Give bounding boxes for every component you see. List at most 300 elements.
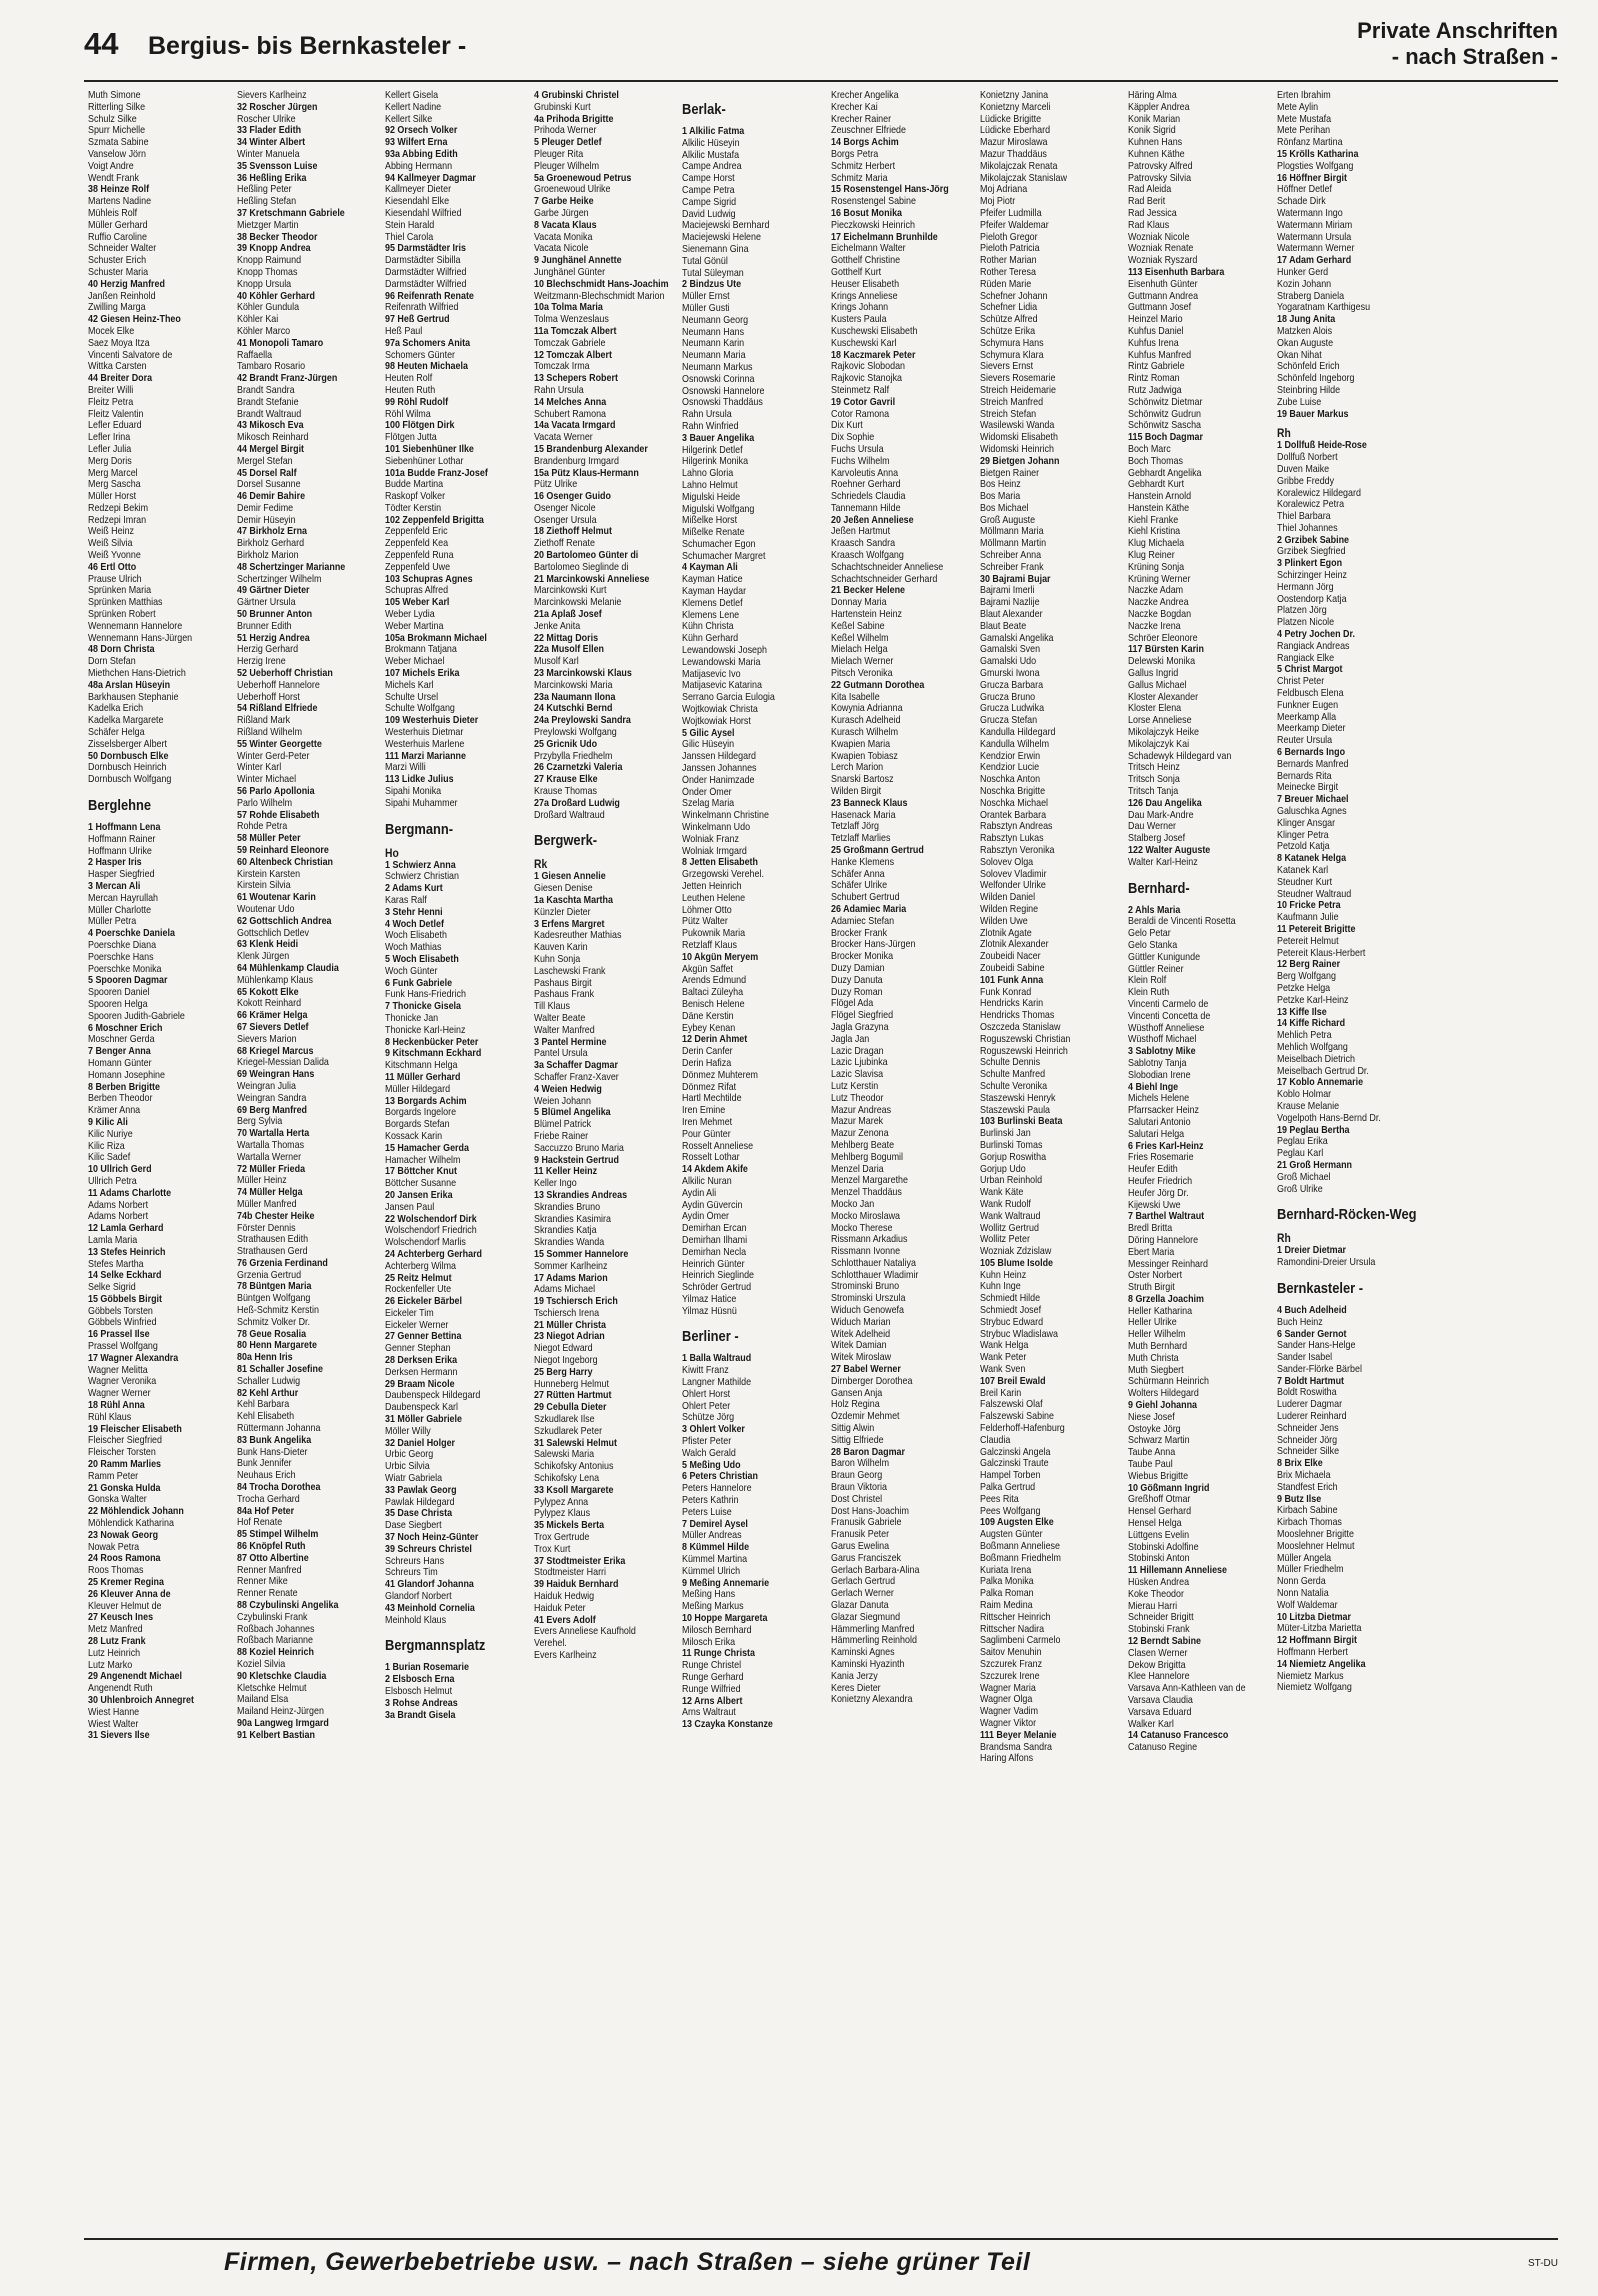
directory-entry: Tödter Kerstin [385, 502, 442, 514]
directory-entry-house-number: 19 Fleischer Elisabeth [88, 1423, 182, 1435]
directory-entry: Muth Bernhard [1128, 1341, 1188, 1353]
directory-entry: Gallus Michael [1128, 679, 1187, 691]
directory-entry-house-number: 7 Boldt Hartmut [1276, 1375, 1344, 1387]
directory-entry: Kusters Paula [831, 314, 887, 326]
directory-entry-house-number: 16 Höffner Birgit [1276, 172, 1347, 184]
directory-entry: Önder Hanimzade [682, 774, 755, 786]
directory-entry: Noschka Michael [979, 797, 1048, 809]
directory-entry: Rönfanz Martina [1276, 137, 1343, 149]
directory-entry: Patrovsky Silvia [1128, 172, 1192, 184]
directory-entry: Abbing Hermann [385, 160, 453, 172]
directory-entry: Heinzel Mario [1128, 314, 1183, 326]
directory-entry: Erten Ibrahim [1276, 90, 1331, 101]
directory-entry: Skrandies Wanda [533, 1237, 605, 1249]
directory-entry: Wüsthoff Michael [1128, 1034, 1197, 1046]
directory-entry: Pylypez Klaus [533, 1508, 590, 1520]
directory-entry: Holz Regina [831, 1399, 880, 1411]
directory-entry: Winter Michael [236, 774, 296, 786]
directory-entry: Darmstädter Wilfried [385, 266, 467, 278]
directory-entry: Pantel Ursula [533, 1048, 588, 1060]
directory-entry: Schadewyk Hildegard van [1128, 750, 1232, 762]
directory-entry: Wollitz Peter [979, 1234, 1030, 1246]
directory-entry: Meiselbach Dietrich [1276, 1053, 1355, 1065]
directory-entry: Kuschewski Karl [831, 337, 897, 349]
directory-entry: Dorn Stefan [88, 656, 136, 668]
directory-entry: Zlotnik Agate [979, 927, 1032, 939]
directory-entry: Catanuso Regine [1128, 1742, 1198, 1754]
directory-entry: Bajrami Nazlije [979, 597, 1040, 609]
directory-entry-house-number: 33 Ksoll Margarete [533, 1484, 614, 1496]
directory-entry: Wiest Hanne [88, 1706, 140, 1718]
directory-entry-house-number: 17 Wagner Alexandra [88, 1352, 179, 1364]
directory-entry: Grzibek Siegfried [1276, 546, 1346, 558]
directory-entry-house-number: 1 Balla Waltraud [682, 1353, 752, 1365]
directory-entry-house-number: 2 Adams Kurt [385, 883, 443, 895]
directory-entry-house-number: 91 Kelbert Bastian [236, 1729, 315, 1741]
directory-entry: Hendricks Karin [979, 998, 1043, 1010]
directory-entry: Dase Siegbert [385, 1520, 442, 1532]
directory-entry-house-number: 54 Rißland Elfriede [236, 703, 318, 715]
district-code: Rh [1276, 1231, 1291, 1246]
directory-entry: Bietgen Rainer [979, 467, 1039, 479]
directory-entry: Tolma Wenzeslaus [533, 314, 609, 326]
directory-entry-house-number: 11 Müller Gerhard [385, 1071, 461, 1083]
directory-entry-house-number: 35 Dase Christa [385, 1508, 453, 1520]
street-heading: Berglehne [88, 797, 152, 815]
directory-entry: Dönmez Muhterem [682, 1069, 759, 1081]
directory-entry: Lazic Slavisa [831, 1069, 884, 1081]
directory-entry: Campe Petra [682, 184, 736, 196]
directory-entry: Gebhardt Angelika [1128, 467, 1202, 479]
directory-entry: Kitschmann Helga [385, 1060, 458, 1072]
directory-entry: Stobinski Adolfine [1128, 1541, 1199, 1553]
directory-entry: Benisch Helene [682, 998, 745, 1010]
directory-entry: Wolf Waldemar [1276, 1599, 1338, 1611]
directory-entry: Wagner Olga [979, 1694, 1032, 1706]
directory-entry: Darmstädter Sibilla [385, 255, 461, 267]
directory-entry-house-number: 27a Droßard Ludwig [533, 797, 620, 809]
directory-entry: Demir Fedime [236, 502, 293, 514]
directory-entry: Palka Gertrud [979, 1482, 1035, 1494]
directory-entry: Urbic Silvia [385, 1461, 430, 1473]
directory-entry-house-number: 111 Marzi Marianne [385, 750, 467, 762]
directory-entry: Mierau Harri [1128, 1600, 1178, 1612]
directory-entry: Schirzinger Heinz [1276, 570, 1347, 582]
directory-entry: Rahn Ursula [533, 384, 584, 396]
directory-entry: Schreiber Anna [979, 550, 1041, 562]
directory-entry: Rad Klaus [1128, 219, 1170, 231]
directory-entry: Petzke Karl-Heinz [1276, 994, 1349, 1006]
directory-entry-house-number: 44 Breiter Dora [88, 373, 153, 385]
directory-entry: Renner Renate [236, 1588, 298, 1600]
directory-entry: Koralewicz Petra [1276, 499, 1344, 511]
directory-entry: Matzken Alois [1276, 325, 1332, 337]
directory-entry: Kiesendahl Elke [385, 196, 450, 208]
directory-entry: Müller Heinz [236, 1175, 287, 1187]
directory-entry: Sittig Elfriede [831, 1434, 884, 1446]
directory-entry: Nonn Natalia [1276, 1588, 1329, 1600]
directory-entry: Clasen Werner [1128, 1647, 1188, 1659]
directory-entry: Glandorf Norbert [385, 1591, 452, 1603]
directory-entry-house-number: 4 Biehl Inge [1128, 1081, 1179, 1093]
directory-entry-house-number: 37 Stodtmeister Erika [533, 1555, 626, 1567]
directory-entry: Schlotthauer Wladimir [831, 1269, 919, 1281]
directory-entry: Birkholz Gerhard [236, 538, 304, 550]
directory-entry: David Ludwig [682, 208, 737, 220]
directory-entry-house-number: 1a Kaschta Martha [533, 895, 613, 906]
directory-entry-house-number: 117 Bürsten Karin [1128, 644, 1205, 656]
directory-entry: Mocko Jan [831, 1198, 875, 1210]
directory-entry: Pfarrsacker Heinz [1128, 1105, 1200, 1117]
directory-entry: Palka Monika [979, 1576, 1034, 1588]
directory-entry: Schneider Brigitt [1128, 1612, 1194, 1624]
directory-entry: Kaminski Agnes [831, 1647, 895, 1659]
directory-entry: Duzy Damian [831, 962, 885, 974]
directory-entry-house-number: 41 Glandorf Johanna [385, 1579, 475, 1591]
directory-entry: Walter Karl-Heinz [1128, 856, 1198, 868]
directory-entry: Haiduk Hedwig [533, 1591, 594, 1603]
directory-entry-house-number: 99 Röhl Rudolf [385, 396, 449, 408]
directory-entry: Gamalski Udo [979, 656, 1036, 668]
directory-entry: Hämmerling Reinhold [831, 1635, 917, 1647]
directory-entry: Mühleis Rolf [88, 207, 138, 219]
directory-entry: Hartl Mechtilde [682, 1093, 742, 1105]
directory-entry: Bartolomeo Sieglinde di [533, 561, 629, 573]
directory-entry: Klug Reiner [1128, 550, 1175, 562]
directory-entry: Franusik Peter [831, 1529, 890, 1541]
directory-entry: Wendt Frank [88, 172, 139, 184]
directory-entry: Voigt Andre [88, 160, 134, 172]
directory-entry-house-number: 5 Woch Elisabeth [385, 953, 460, 965]
directory-entry: Pleuger Wilhelm [533, 160, 599, 172]
directory-entry: Kiwitt Franz [682, 1365, 730, 1377]
directory-entry-house-number: 19 Peglau Bertha [1276, 1124, 1350, 1136]
directory-entry: Büntgen Wolfgang [236, 1293, 310, 1305]
directory-entry: Adams Norbert [88, 1211, 149, 1223]
directory-entry-house-number: 39 Schreurs Christel [385, 1543, 473, 1555]
directory-entry-house-number: 37 Kretschmann Gabriele [236, 207, 345, 219]
directory-entry: Sander Hans-Helge [1276, 1340, 1356, 1352]
directory-entry: Wagner Maria [979, 1682, 1036, 1694]
directory-entry: Kuschewski Elisabeth [831, 325, 918, 337]
directory-entry: Stodtmeister Harri [533, 1567, 606, 1579]
directory-entry: Fleitz Valentin [88, 408, 144, 420]
directory-entry: Zwilling Marga [88, 302, 146, 314]
directory-entry-house-number: 80a Henn Iris [236, 1352, 293, 1364]
directory-entry: Önder Ömer [682, 786, 733, 798]
directory-entry-house-number: 24 Kutschki Bernd [533, 703, 613, 715]
directory-entry-house-number: 113 Eisenhuth Barbara [1128, 266, 1225, 278]
directory-entry-house-number: 9 Kitschmann Eckhard [385, 1048, 482, 1060]
directory-entry: Pleuger Rita [533, 148, 583, 160]
directory-entry: Falszewski Sabine [979, 1411, 1054, 1423]
directory-entry-house-number: 102 Zeppenfeld Brigitta [385, 514, 485, 526]
directory-entry: Dost Christel [831, 1493, 883, 1505]
directory-entry: Muth Christa [1128, 1352, 1179, 1364]
directory-entry: Schäfer Anna [831, 868, 885, 880]
directory-entry: Kuhfus Manfred [1128, 349, 1192, 361]
directory-entry: Mazur Andreas [831, 1104, 892, 1116]
directory-entry: Heuten Ruth [385, 384, 436, 396]
directory-entry: Woch Günter [385, 965, 438, 977]
directory-entry: Watermann Ursula [1276, 231, 1351, 243]
directory-entry: Prassel Wolfgang [88, 1341, 158, 1353]
directory-entry: Rüden Marie [979, 278, 1031, 290]
directory-entry: Wilden Uwe [979, 915, 1028, 927]
directory-entry: Kleuver Helmut de [88, 1600, 162, 1612]
directory-entry: Rühl Klaus [88, 1411, 132, 1423]
directory-entry: Renner Manfred [236, 1564, 302, 1576]
directory-entry-house-number: 98 Heuten Michaela [385, 361, 469, 373]
directory-entry: Szczurek Franz [979, 1658, 1042, 1670]
directory-entry-house-number: 25 Reitz Helmut [385, 1272, 452, 1284]
directory-entry-house-number: 21a Aplaß Josef [533, 609, 602, 621]
district-code: Ho [385, 845, 399, 860]
directory-entry: Fleischer Torsten [88, 1447, 156, 1459]
street-heading: Berliner - [682, 1328, 740, 1346]
directory-entry-house-number: 11 Adams Charlotte [88, 1187, 172, 1199]
directory-entry-house-number: 46 Demir Bahire [236, 491, 305, 503]
directory-entry: Krause Thomas [533, 786, 597, 798]
directory-entry-house-number: 27 Genner Bettina [385, 1331, 462, 1343]
directory-entry: Walter Manfred [533, 1024, 595, 1036]
directory-entry: Marcinkowski Maria [533, 679, 613, 691]
directory-entry: Sprünken Robert [88, 609, 156, 621]
directory-entry-house-number: 14 Kiffe Richard [1276, 1018, 1345, 1030]
directory-entry: Gelo Petar [1128, 928, 1171, 940]
directory-entry: Kilic Riza [88, 1140, 125, 1152]
directory-entry: Ziethoff Renate [533, 538, 595, 550]
directory-entry: Adams Norbert [88, 1199, 149, 1211]
directory-entry: Iren Mehmet [682, 1116, 733, 1128]
directory-entry: Schriedels Claudia [831, 491, 906, 503]
directory-entry-house-number: 27 Rütten Hartmut [533, 1390, 612, 1402]
directory-entry: Kijewski Uwe [1128, 1199, 1181, 1211]
directory-entry: Schubert Ramona [533, 408, 606, 420]
directory-entry: Schmiedt Hilde [979, 1293, 1040, 1305]
directory-entry-house-number: 33 Pawlak Georg [385, 1484, 457, 1496]
directory-entry: Taube Paul [1128, 1459, 1173, 1471]
directory-entry: Strominski Urszula [831, 1293, 906, 1305]
directory-entry-house-number: 5 Pleuger Detlef [533, 137, 602, 149]
directory-entry-house-number: 1 Schwierz Anna [385, 859, 456, 871]
directory-entry: Garus Franciszek [831, 1552, 902, 1564]
directory-entry: Augsten Günter [979, 1529, 1043, 1541]
directory-entry: Weber Michael [385, 656, 445, 668]
directory-entry-house-number: 25 Kremer Regina [88, 1577, 165, 1589]
directory-entry-house-number: 28 Derksen Erika [385, 1355, 458, 1367]
directory-entry: Rutz Jadwiga [1128, 384, 1182, 396]
directory-entry: Tschiersch Irena [533, 1307, 599, 1319]
directory-entry: Mikolajczak Renata [979, 160, 1058, 172]
directory-entry: Neuhaus Erich [236, 1470, 296, 1482]
directory-entry: Alkilic Nuran [682, 1175, 733, 1187]
directory-entry: Schulz Silke [88, 113, 137, 125]
directory-entry: Kuhnen Hans [1128, 137, 1183, 149]
directory-entry-house-number: 50 Dornbusch Elke [88, 750, 169, 762]
directory-entry: Pieczkowski Heinrich [831, 219, 915, 231]
directory-entry: Pieloth Patricia [979, 243, 1040, 255]
directory-entry: Lorse Anneliese [1128, 715, 1192, 727]
directory-entry-house-number: 6 Moschner Erich [88, 1022, 163, 1034]
directory-entry-house-number: 18 Jung Anita [1276, 314, 1336, 326]
directory-entry: Naczke Andrea [1128, 597, 1189, 609]
directory-entry: Meiselbach Gertrud Dr. [1276, 1065, 1369, 1077]
directory-entry: Rittscher Nadira [979, 1623, 1044, 1635]
directory-entry: Weiß Silvia [88, 538, 133, 550]
directory-entry-house-number: 78 Geue Rosalia [236, 1328, 306, 1340]
directory-entry: Boch Thomas [1128, 455, 1184, 467]
directory-entry: Roehner Gerhard [831, 479, 901, 491]
directory-entry: Solovev Olga [979, 856, 1033, 868]
directory-entry: Wagner Werner [88, 1388, 151, 1400]
directory-entry: Koke Theodor [1128, 1588, 1185, 1600]
directory-entry: Tritsch Sonja [1128, 774, 1181, 786]
directory-entry: Zeppenfeld Kea [385, 538, 449, 550]
directory-entry-house-number: 58 Müller Peter [236, 833, 301, 845]
directory-entry: Palka Roman [979, 1588, 1034, 1600]
directory-entry: Steinmetz Ralf [831, 384, 890, 396]
directory-entry: Slobodian Irene [1128, 1069, 1191, 1081]
directory-entry: Merg Sascha [88, 479, 141, 491]
directory-entry: Wolters Hildegard [1128, 1388, 1200, 1400]
directory-entry-house-number: 43 Mikosch Eva [236, 420, 304, 432]
directory-entry: Pashaus Frank [533, 989, 594, 1001]
directory-entry: Steudner Kurt [1276, 876, 1332, 888]
directory-entry-house-number: 9 Hackstein Gertrud [533, 1154, 619, 1166]
directory-entry-house-number: 12 Tomczak Albert [533, 349, 612, 361]
directory-entry-house-number: 48 Dorn Christa [88, 644, 155, 656]
directory-entry: Campe Horst [682, 173, 736, 185]
directory-entry: Droßard Waltraud [533, 809, 605, 821]
directory-entry: Klein Rolf [1128, 975, 1167, 987]
directory-entry: Roßbach Marianne [236, 1635, 313, 1647]
directory-entry-house-number: 39 Knopp Andrea [236, 243, 311, 255]
directory-entry-house-number: 48 Schertzinger Marianne [236, 561, 345, 573]
directory-entry-house-number: 11 Keller Heinz [533, 1166, 597, 1178]
directory-entry: Franusik Gabriele [831, 1517, 902, 1529]
directory-entry: Sievers Karlheinz [236, 90, 307, 101]
directory-entry: Sievers Marion [236, 1033, 297, 1045]
directory-entry: Heß Paul [385, 325, 423, 337]
directory-entry: Okan Auguste [1276, 337, 1333, 349]
directory-entry-house-number: 15 Göbbels Birgit [88, 1293, 162, 1305]
directory-entry: Eichelmann Walter [831, 243, 906, 255]
directory-entry: Redzepi Bekim [88, 502, 149, 514]
directory-entry: Neumann Maria [682, 350, 746, 362]
directory-entry-house-number: 11 Hillemann Anneliese [1128, 1565, 1228, 1577]
directory-entry-house-number: 8 Berben Brigitte [88, 1081, 160, 1093]
directory-entry: Arns Waltraut [682, 1707, 737, 1719]
directory-entry: Homann Günter [88, 1057, 152, 1069]
directory-entry: Lutz Theodor [831, 1092, 884, 1104]
directory-entry-house-number: 34 Winter Albert [236, 137, 305, 149]
directory-entry: Klee Hannelore [1128, 1671, 1190, 1683]
directory-entry: Schneider Jens [1276, 1422, 1339, 1434]
directory-entry-house-number: 5 Christ Margot [1276, 664, 1343, 676]
directory-entry: Wilden Daniel [979, 892, 1035, 904]
directory-entry: Kita Isabelle [831, 691, 880, 703]
directory-entry-house-number: 14a Vacata Irmgard [533, 420, 616, 432]
directory-entry-house-number: 47 Birkholz Erna [236, 526, 307, 538]
directory-entry: Kaufmann Julie [1276, 912, 1339, 924]
directory-entry: Groß Michael [1276, 1171, 1331, 1183]
directory-entry: Menzel Daria [831, 1163, 884, 1175]
directory-entry: Blaut Beate [979, 620, 1026, 632]
directory-entry: Borgards Stefan [385, 1119, 450, 1131]
directory-entry: Dost Hans-Joachim [831, 1505, 909, 1517]
directory-entry: Naczke Irena [1128, 620, 1181, 632]
directory-entry-house-number: 43 Meinhold Cornelia [385, 1602, 476, 1614]
directory-entry: Brandt Stefanie [236, 396, 299, 408]
directory-column [88, 90, 229, 2230]
directory-entry-house-number: 85 Stimpel Wilhelm [236, 1529, 318, 1541]
directory-entry-house-number: 29 Braam Nicole [385, 1378, 455, 1390]
directory-entry: Lefler Julia [88, 443, 132, 455]
directory-entry: Demirhan Ilhami [682, 1234, 748, 1246]
directory-entry: Watermann Ingo [1276, 207, 1343, 219]
directory-entry-house-number: 61 Woutenar Karin [236, 892, 316, 904]
directory-entry-house-number: 33 Flader Edith [236, 125, 301, 137]
directory-entry: Snarski Bartosz [831, 774, 894, 786]
directory-entry: Schuster Maria [88, 266, 149, 278]
directory-entry: Schulte Veronika [979, 1080, 1047, 1092]
directory-entry: Bredl Britta [1128, 1223, 1173, 1235]
directory-entry: Retzlaff Klaus [682, 939, 738, 951]
directory-entry: Varsava Ann-Kathleen van de [1128, 1683, 1246, 1695]
directory-entry: Meinecke Birgit [1276, 782, 1338, 794]
directory-entry-house-number: 65 Kokott Elke [236, 986, 299, 998]
directory-entry: Meerkamp Alla [1276, 711, 1336, 723]
directory-entry: Westerhuis Marlene [385, 738, 465, 750]
directory-entry: Winter Manuela [236, 148, 300, 160]
directory-entry: Wolschendorf Friedrich [385, 1225, 477, 1237]
directory-entry-house-number: 42 Brandt Franz-Jürgen [236, 373, 337, 385]
directory-entry: Petereit Klaus-Herbert [1276, 947, 1366, 959]
directory-entry: Kayman Haydar [682, 586, 747, 598]
directory-entry-house-number: 48a Arslan Hüseyin [88, 679, 171, 691]
directory-entry-house-number: 105a Brokmann Michael [385, 632, 488, 644]
directory-entry: Prihoda Werner [533, 125, 597, 137]
directory-entry: Burlinski Tomas [979, 1139, 1043, 1151]
directory-entry-house-number: 10 Fricke Petra [1276, 900, 1341, 912]
directory-entry: Janssen Hildegard [682, 751, 757, 763]
directory-entry: Güttler Reiner [1128, 963, 1184, 975]
directory-entry-house-number: 40 Herzig Manfred [88, 278, 165, 290]
directory-entry: Kendzior Lucie [979, 762, 1039, 774]
directory-entry: Jagla Grazyna [831, 1021, 889, 1033]
directory-entry: Krings Anneliese [831, 290, 898, 302]
directory-entry: Schikofsky Lena [533, 1473, 599, 1485]
directory-entry: Hermann Jörg [1276, 581, 1334, 593]
directory-entry: Schlotthauer Nataliya [831, 1257, 916, 1269]
directory-entry-house-number: 94 Kallmeyer Dagmar [385, 172, 477, 184]
directory-entry: Platzen Nicole [1276, 617, 1334, 629]
directory-entry-house-number: 22 Gutmann Dorothea [831, 679, 925, 691]
directory-entry: Schymura Hans [979, 337, 1044, 349]
directory-entry: Kandulla Wilhelm [979, 738, 1049, 750]
directory-entry: Weitzmann-Blechschmidt Marion [533, 290, 665, 302]
directory-entry: Schönwitz Sascha [1128, 420, 1202, 432]
directory-entry: Szkudlarek Ilse [533, 1414, 595, 1426]
directory-entry: Kwapien Maria [831, 738, 891, 750]
directory-entry-house-number: 30 Uhlenbroich Annegret [88, 1694, 194, 1706]
directory-entry: Niemietz Markus [1276, 1670, 1344, 1682]
directory-entry: Schmitz Volker Dr. [236, 1316, 310, 1328]
directory-entry: Wagner Veronika [88, 1376, 157, 1388]
directory-entry-house-number: 107 Breil Ewald [979, 1375, 1046, 1387]
directory-entry-house-number: 1 Giesen Annelie [533, 871, 606, 883]
